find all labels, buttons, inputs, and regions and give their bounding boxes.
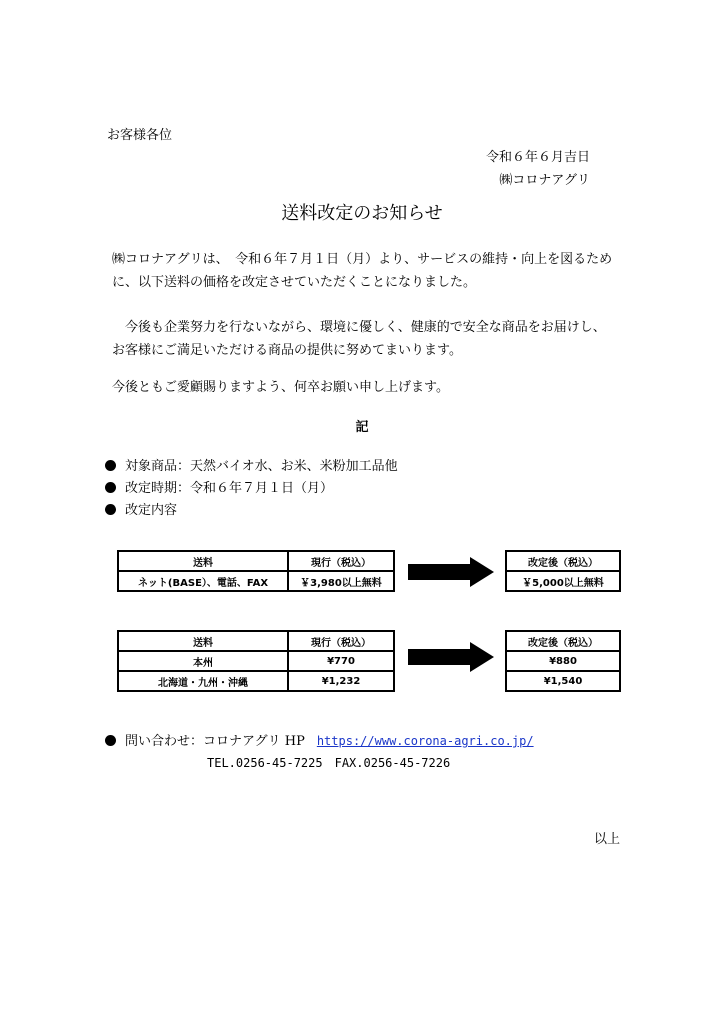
header-shipping: 送料 [118, 631, 288, 651]
header-revised: 改定後（税込） [506, 551, 620, 571]
cell-current: ¥770 [288, 651, 394, 671]
cell-revised: ¥1,540 [506, 671, 620, 691]
issue-date: 令和６年６月吉日 [485, 150, 590, 165]
bullet-text: 対象商品：天然バイオ水、お米、米粉加工品他 [125, 459, 398, 474]
paragraph-1: ㈱コロナアグリは、 令和６年７月１日（月）より、サービスの維持・向上を図るために、以下送料の価格を改定させていただくことになりました。 [112, 252, 613, 290]
right-arrow-icon [408, 642, 494, 672]
table-header-row [506, 551, 620, 571]
current-rate-table-2 [117, 630, 395, 692]
table-row [506, 671, 620, 691]
bullet-icon [105, 460, 116, 471]
website-link[interactable]: https://www.corona-agri.co.jp/ [316, 734, 534, 748]
bullet-text: 改定時期：令和６年７月１日（月） [125, 481, 334, 496]
company-name: ㈱コロナアグリ [499, 173, 590, 188]
document-title: 送料改定のお知らせ [281, 203, 443, 224]
bullet-target-products [105, 455, 398, 474]
bullet-revision-date [105, 477, 333, 496]
table-header-row [506, 631, 620, 651]
paragraph-3: 今後ともご愛顧賜りますよう、何卒お願い申し上げます。 [112, 380, 449, 395]
table-row [506, 571, 620, 591]
cell-shipping: ネット(BASE）、電話、FAX [118, 571, 288, 591]
table-row [118, 571, 394, 591]
cell-shipping: 本州 [118, 651, 288, 671]
ki-heading: 記 [355, 420, 369, 435]
header-current: 現行（税込） [288, 631, 394, 651]
current-rate-table-1 [117, 550, 395, 592]
table-row [118, 671, 394, 691]
header-shipping: 送料 [118, 551, 288, 571]
table-row [506, 651, 620, 671]
bullet-revision-content [105, 499, 177, 518]
header-revised: 改定後（税込） [506, 631, 620, 651]
cell-current: ¥1,232 [288, 671, 394, 691]
tel-fax: TEL.0256-45-7225 FAX.0256-45-7226 [207, 756, 451, 770]
paragraph-2: 今後も企業努力を行ないながら、環境に優しく、健康的で安全な商品をお届けし、お客様にご満足いただける商品の提供に努めてまいります。 [112, 320, 606, 358]
bullet-icon [105, 735, 116, 746]
revised-rate-table-1 [505, 550, 621, 592]
cell-revised: ¥880 [506, 651, 620, 671]
bullet-text: 改定内容 [125, 503, 178, 518]
cell-shipping: 北海道・九州・沖縄 [118, 671, 288, 691]
header-current: 現行（税込） [288, 551, 394, 571]
contact-row [105, 730, 534, 749]
table-header-row [118, 551, 394, 571]
cell-current: ￥3,980以上無料 [288, 571, 394, 591]
addressee: お客様各位 [107, 128, 173, 143]
table-row [118, 651, 394, 671]
closing-word: 以上 [593, 832, 620, 847]
contact-label: 問い合わせ：コロナアグリ HP [125, 734, 305, 749]
right-arrow-icon [408, 557, 494, 587]
bullet-icon [105, 482, 116, 493]
table-header-row [118, 631, 394, 651]
revised-rate-table-2 [505, 630, 621, 692]
bullet-icon [105, 504, 116, 515]
cell-revised: ￥5,000以上無料 [506, 571, 620, 591]
